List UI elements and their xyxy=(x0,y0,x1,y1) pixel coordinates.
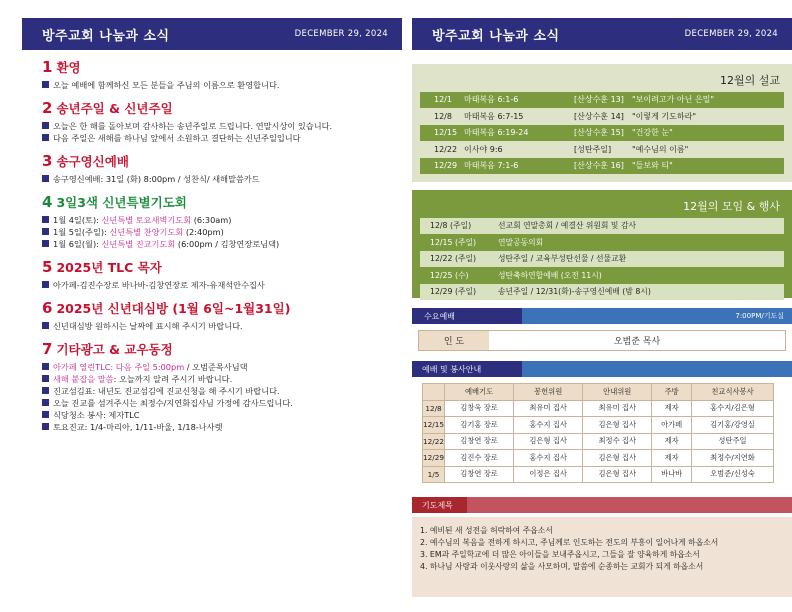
section-title xyxy=(42,299,402,317)
service-cell: 김은형 집사 xyxy=(583,417,652,434)
section-line xyxy=(42,214,402,226)
left-panel xyxy=(22,0,402,612)
left-header xyxy=(22,18,402,50)
service-cell: 제자 xyxy=(652,450,692,467)
section-line xyxy=(42,409,402,421)
service-cell: 홍수지 집사 xyxy=(514,450,583,467)
section-number: 6 xyxy=(42,299,53,317)
service-cell: 김창연 장로 xyxy=(445,433,514,450)
header-title: 방주교회 나눔과 소식 xyxy=(432,28,560,44)
sermon-cell: [산상수훈 13] xyxy=(574,95,624,105)
line-highlight: 신년특별 찬양기도회 xyxy=(109,227,184,237)
service-cell: 김은형 집사 xyxy=(583,466,652,483)
sermon-cell: [산상수훈 16] xyxy=(574,161,624,171)
meeting-row xyxy=(420,284,784,300)
meeting-date: 12/29 (주일) xyxy=(430,287,477,297)
line-text: / 오범준목사님댁 xyxy=(184,362,248,372)
sermon-row xyxy=(420,142,784,158)
service-cell: 최유미 집사 xyxy=(514,400,583,417)
line-text: (6:30am) xyxy=(191,215,232,225)
bullet-icon xyxy=(42,81,49,88)
service-table xyxy=(422,383,774,483)
sermon-cell: 마태복음 7:1-6 xyxy=(464,161,519,171)
line-text: 식당청소 봉사: 제자TLC xyxy=(53,410,140,420)
service-cell: 김은형 집사 xyxy=(583,450,652,467)
sermon-cell: 이사야 9:6 xyxy=(464,144,503,154)
service-cell: 김창연 장로 xyxy=(445,466,514,483)
section-heading: 환영 xyxy=(56,60,81,75)
line-text: 1월 6일(월): xyxy=(53,239,102,249)
service-cell: 최정수 집사 xyxy=(583,433,652,450)
section-line xyxy=(42,279,402,291)
sermon-cell: [산상수훈 14] xyxy=(574,111,624,121)
service-header: 주방 xyxy=(652,384,692,401)
bullet-icon xyxy=(42,122,49,129)
line-highlight: 새해 붙잡을 말씀 xyxy=(53,374,114,384)
section-line xyxy=(42,385,402,397)
service-header: 안내위원 xyxy=(583,384,652,401)
sermon-cell: 12/15 xyxy=(434,128,458,138)
service-cell: 홍수지 집사 xyxy=(514,417,583,434)
section-line xyxy=(42,238,402,250)
meeting-row xyxy=(420,268,784,284)
line-highlight: 아가페 열린TLC: 다음 주일 5:00pm xyxy=(53,362,185,372)
line-text: (6:00pm / 김창연장로님댁) xyxy=(175,239,280,249)
meeting-date: 12/15 (주일) xyxy=(430,237,477,247)
bullet-icon xyxy=(42,240,49,247)
meeting-event: 선교회 연말총회 / 예결산 위원회 및 감사 xyxy=(498,221,637,231)
service-cell: 홍수지/김은형 xyxy=(691,400,773,417)
prayer-item: 4. 하나님 사랑과 이웃사랑의 삶을 사모하며, 말씀에 순종하는 교회가 되게 하옵소서 xyxy=(420,562,704,571)
line-text: 아가페-김진수장로 바나바-김창연장로 제자-유재석안수집사 xyxy=(53,280,265,290)
header-title: 방주교회 나눔과 소식 xyxy=(42,28,170,44)
service-cell: 김은형 집사 xyxy=(514,433,583,450)
service-cell: 김창욱 장로 xyxy=(445,400,514,417)
section-heading: 3일3색 신년특별기도회 xyxy=(56,195,187,210)
service-bar xyxy=(412,361,792,377)
leader-key: 인 도 xyxy=(419,331,489,350)
line-highlight: 신년특별 토요새벽기도회 xyxy=(101,215,192,225)
service-header xyxy=(423,384,445,401)
service-cell: 이정은 집사 xyxy=(514,466,583,483)
section-line xyxy=(42,361,402,373)
section-line xyxy=(42,79,402,91)
prayer-item: 3. EM과 주일학교에 더 많은 아이들을 보내주옵시고, 그들을 잘 양육하게 하옵소서 xyxy=(420,550,700,559)
sermon-cell: 마태복음 6:7-15 xyxy=(464,111,524,121)
bullet-icon xyxy=(42,387,49,394)
bullet-icon xyxy=(42,228,49,235)
bullet-icon xyxy=(42,175,49,182)
section-line xyxy=(42,320,402,332)
line-text: : 오늘까지 알려 주시기 바랍니다. xyxy=(113,374,233,384)
section-number: 4 xyxy=(42,193,53,211)
section-line xyxy=(42,397,402,409)
section-line xyxy=(42,226,402,238)
service-header: 봉헌위원 xyxy=(514,384,583,401)
section-line xyxy=(42,120,402,132)
meeting-date: 12/22 (주일) xyxy=(430,254,477,264)
section-title xyxy=(42,258,402,276)
service-cell: 1/5 xyxy=(423,466,445,483)
service-row xyxy=(423,433,774,450)
sermon-row xyxy=(420,92,784,108)
section-number: 1 xyxy=(42,58,53,76)
service-row xyxy=(423,417,774,434)
service-cell: 최정수/지연화 xyxy=(691,450,773,467)
section-title xyxy=(42,152,402,170)
sermon-cell: "들보와 티" xyxy=(632,161,673,171)
prayer-list xyxy=(412,517,792,597)
sermon-row xyxy=(420,109,784,125)
section-heading: 송년주일 & 신년주일 xyxy=(56,101,173,116)
sermon-cell: [산상수훈 15] xyxy=(574,128,624,138)
prayer-item: 1. 예비된 새 성전을 허락하여 주옵소서 xyxy=(420,526,553,535)
bullet-icon xyxy=(42,134,49,141)
bullet-icon xyxy=(42,411,49,418)
section-number: 3 xyxy=(42,152,53,170)
sermon-cell: 12/1 xyxy=(434,95,452,105)
section-7 xyxy=(42,340,402,433)
meeting-event: 연말공동의회 xyxy=(498,237,544,247)
meeting-event: 성탄축하연합예배 (오전 11시) xyxy=(498,270,602,280)
section-5 xyxy=(42,258,402,291)
section-3 xyxy=(42,152,402,185)
prayer-label: 기도제목 xyxy=(412,497,467,513)
line-text: 오늘 진교를 섬겨주시는 최정수/지연화집사님 가정에 감사드립니다. xyxy=(53,398,293,408)
service-cell: 오범준/신성숙 xyxy=(691,466,773,483)
section-title xyxy=(42,99,402,117)
service-cell: 김기홍 장로 xyxy=(445,417,514,434)
sermon-cell: [성탄주일] xyxy=(574,144,612,154)
service-cell: 제자 xyxy=(652,400,692,417)
sermon-row xyxy=(420,125,784,141)
line-text: (2:40pm) xyxy=(183,227,224,237)
bullet-icon xyxy=(42,375,49,382)
wednesday-label: 수요예배 xyxy=(412,308,522,324)
section-number: 2 xyxy=(42,99,53,117)
line-text: 오늘 예배에 함께하신 모든 분들을 주님의 이름으로 환영합니다. xyxy=(53,80,280,90)
section-line xyxy=(42,421,402,433)
wednesday-bar xyxy=(412,308,792,324)
sermon-box xyxy=(412,64,792,182)
section-heading: 기타광고 & 교우동정 xyxy=(56,342,173,357)
right-header xyxy=(412,18,792,50)
section-6 xyxy=(42,299,402,332)
service-cell: 12/29 xyxy=(423,450,445,467)
line-text: 다음 주일은 새해를 하나님 앞에서 소원하고 결단하는 신년주일입니다 xyxy=(53,133,301,143)
sermon-cell: 마태복음 6:19-24 xyxy=(464,128,529,138)
bullet-icon xyxy=(42,216,49,223)
announcements xyxy=(22,58,402,433)
meeting-event: 성탄주일 / 교육부성탄선물 / 선물교환 xyxy=(498,254,627,264)
service-cell: 12/15 xyxy=(423,417,445,434)
service-header: 친교식사봉사 xyxy=(691,384,773,401)
service-label: 예배 및 봉사안내 xyxy=(412,361,522,377)
meeting-row xyxy=(420,235,784,251)
sermon-cell: "보이려고가 아닌 은밀" xyxy=(632,95,714,105)
service-cell: 성탄주일 xyxy=(691,433,773,450)
meetings-box xyxy=(412,190,792,298)
section-1 xyxy=(42,58,402,91)
meeting-event: 송년주일 / 12/31(화)-송구영신예배 (밤 8시) xyxy=(498,287,651,297)
bullet-icon xyxy=(42,399,49,406)
right-panel xyxy=(412,0,792,612)
prayer-bar xyxy=(412,497,792,513)
wednesday-leader xyxy=(418,330,786,351)
service-row xyxy=(423,466,774,483)
line-text: 오늘은 한 해를 돌아보며 감사하는 송년주일로 드립니다. 연말시상이 있습니다. xyxy=(53,121,333,131)
line-text: 1월 4일(토): xyxy=(53,215,102,225)
section-heading: 송구영신예배 xyxy=(56,154,129,169)
service-cell: 김진수 장로 xyxy=(445,450,514,467)
sermon-cell: 12/29 xyxy=(434,161,458,171)
section-line xyxy=(42,373,402,385)
service-cell: 아가페 xyxy=(652,417,692,434)
leader-value: 오범준 목사 xyxy=(613,337,661,347)
section-4 xyxy=(42,193,402,250)
sermon-cell: 마태복음 6:1-6 xyxy=(464,95,519,105)
sermon-cell: "예수님의 이름" xyxy=(632,144,689,154)
sermon-row xyxy=(420,158,784,174)
bullet-icon xyxy=(42,322,49,329)
section-title xyxy=(42,193,402,211)
service-cell: 바나바 xyxy=(652,466,692,483)
line-text: 송구영신예배: 31일 (화) 8:00pm / 성찬식/ 새해말씀카드 xyxy=(53,174,260,184)
meeting-row xyxy=(420,218,784,234)
bullet-icon xyxy=(42,363,49,370)
service-row xyxy=(423,400,774,417)
section-number: 5 xyxy=(42,258,53,276)
service-cell: 12/22 xyxy=(423,433,445,450)
bullet-icon xyxy=(42,281,49,288)
service-row xyxy=(423,450,774,467)
line-highlight: 신년특별 진교기도회 xyxy=(101,239,176,249)
service-cell: 12/8 xyxy=(423,400,445,417)
section-line xyxy=(42,173,402,185)
header-date: DECEMBER 29, 2024 xyxy=(684,29,778,39)
section-heading: 2025년 신년대심방 (1월 6일~1월31일) xyxy=(56,301,291,316)
section-number: 7 xyxy=(42,340,53,358)
service-header: 예배기도 xyxy=(445,384,514,401)
service-cell: 최유미 집사 xyxy=(583,400,652,417)
line-text: 신년대심방 원하시는 날짜에 표시해 주시기 바랍니다. xyxy=(53,321,243,331)
section-2 xyxy=(42,99,402,144)
section-heading: 2025년 TLC 목자 xyxy=(56,260,162,275)
header-date: DECEMBER 29, 2024 xyxy=(294,29,388,39)
service-cell: 김기홍/강영실 xyxy=(691,417,773,434)
prayer-item: 2. 예수님의 복음을 전하게 하시고, 주님께로 인도하는 전도의 부흥이 일어나게 하옵소서 xyxy=(420,538,719,547)
line-text: 1월 5일(주일): xyxy=(53,227,110,237)
line-text: 진교섬김표: 내년도 진교섬김에 진교신청을 해 주시기 바랍니다. xyxy=(53,386,280,396)
line-text: 토요진교: 1/4-마리아, 1/11-바울, 1/18-나사렛 xyxy=(53,422,223,432)
sermon-cell: "건강한 눈" xyxy=(632,128,673,138)
meeting-date: 12/25 (수) xyxy=(430,270,469,280)
section-line xyxy=(42,132,402,144)
meeting-date: 12/8 (주일) xyxy=(430,221,472,231)
sermon-title: 12월의 설교 xyxy=(720,74,780,87)
section-title xyxy=(42,340,402,358)
wednesday-time: 7:00PM/기도실 xyxy=(522,308,792,324)
meeting-row xyxy=(420,251,784,267)
sermon-cell: "이렇게 기도하라" xyxy=(632,111,696,121)
sermon-cell: 12/8 xyxy=(434,111,452,121)
section-title xyxy=(42,58,402,76)
meetings-title: 12월의 모임 & 행사 xyxy=(683,200,780,213)
service-cell: 제자 xyxy=(652,433,692,450)
bullet-icon xyxy=(42,423,49,430)
sermon-cell: 12/22 xyxy=(434,144,458,154)
